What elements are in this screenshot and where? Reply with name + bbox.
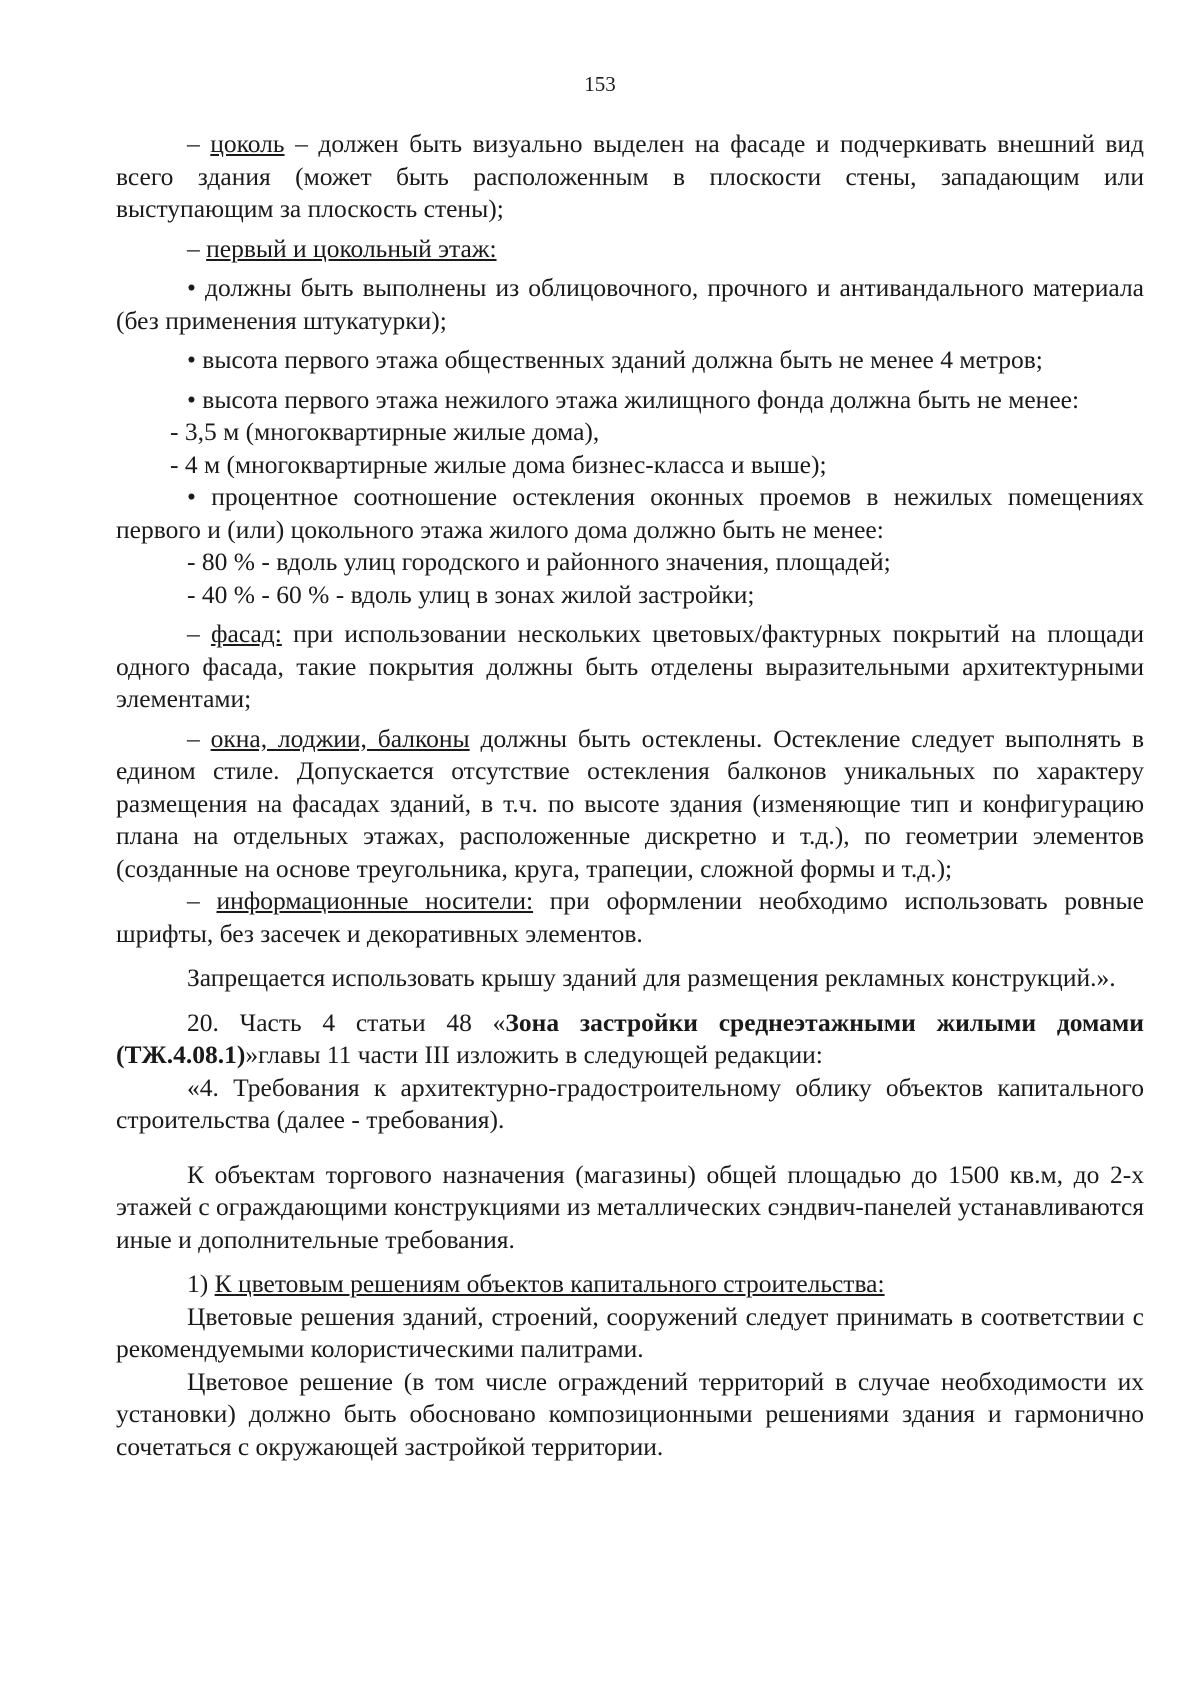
dash: – xyxy=(187,129,211,158)
paragraph-text: должны быть остеклены. Остекление следует выполнять в едином стиле. Допускается отсутствие остекления балконов уникальных по характеру размещения на фасадах зданий, в т.ч. по высоте здания (изменяющие тип и конфигурацию плана на отдельных этажах, расположенные дискретно и т.д.), по геометрии элементов (созданные на основе треугольника, круга, трапеции, сложной формы и т.д.); xyxy=(116,723,1144,883)
paragraph-prefix: 20. Часть 4 статьи 48 « xyxy=(187,1007,506,1037)
list-item xyxy=(116,579,1144,612)
underlined-term: информационные носители: xyxy=(216,886,534,915)
paragraph-text: • высота первого этажа общественных зданий должна быть не менее 4 метров; xyxy=(187,345,1043,374)
underlined-term: К цветовым решениям объектов капитального строительства: xyxy=(214,1269,885,1298)
paragraph-text: • должны быть выполнены из облицовочного, прочного и антивандального материала (без применения штукатурки); xyxy=(116,273,1144,335)
dash: – xyxy=(187,233,207,263)
bullet-item xyxy=(116,481,1144,546)
paragraph-text: - 4 м (многоквартирные жилые дома бизнес-класса и выше); xyxy=(170,449,827,479)
paragraph-facade xyxy=(116,618,1144,716)
paragraph-windows xyxy=(116,723,1144,886)
paragraph-color-justification xyxy=(116,1366,1144,1464)
paragraph-text: Цветовые решения зданий, строений, сооружений следует принимать в соответствии с рекомендуемыми колористическими палитрами. xyxy=(116,1301,1144,1363)
underlined-term: первый и цокольный этаж: xyxy=(206,233,497,263)
paragraph-color-heading xyxy=(116,1268,1144,1301)
bullet-item xyxy=(116,272,1144,337)
dash: – xyxy=(187,619,211,648)
paragraph-section-20 xyxy=(116,1007,1144,1072)
paragraph-roof-ban xyxy=(116,962,1144,995)
paragraph-requirements xyxy=(116,1072,1144,1137)
paragraph-text: Запрещается использовать крышу зданий для размещения рекламных конструкций.». xyxy=(187,963,1116,992)
bold-zone-title: Зона застройки среднеэтажными жилыми домами (ТЖ.4.08.1) xyxy=(116,1007,1144,1069)
paragraph-text: К объектам торгового назначения (магазины) общей площадью до 1500 кв.м, до 2-х этажей с ограждающими конструкциями из металлических сэндвич-панелей устанавливаются иные и дополнительные требования. xyxy=(116,1159,1144,1254)
page-number: 153 xyxy=(584,72,616,96)
paragraph-first-floor xyxy=(116,233,1144,266)
dash: – xyxy=(187,723,211,753)
dash: – xyxy=(187,886,217,915)
paragraph-info-carriers xyxy=(116,885,1144,950)
list-item xyxy=(116,449,1144,482)
paragraph-text: - 40 % - 60 % - вдоль улиц в зонах жилой застройки; xyxy=(187,579,755,609)
paragraph-text: - 3,5 м (многоквартирные жилые дома), xyxy=(170,417,600,446)
list-item xyxy=(116,546,1144,579)
paragraph-text: Цветовое решение (в том числе ограждений территорий в случае необходимости их установки) должно быть обосновано композиционными решениями здания и гармонично сочетаться с окружающей застройкой территории. xyxy=(116,1366,1144,1461)
underlined-term: цоколь xyxy=(210,129,285,158)
paragraph-text: • процентное соотношение остекления оконных проемов в нежилых помещениях первого и (или) цокольного этажа жилого дома должно быть не менее: xyxy=(116,482,1144,544)
paragraph-text: »главы 11 части III изложить в следующей редакции: xyxy=(245,1040,823,1069)
paragraph-trade-objects xyxy=(116,1159,1144,1257)
paragraph-text: - 80 % - вдоль улиц городского и районного значения, площадей; xyxy=(187,547,891,576)
paragraph-text: • высота первого этажа нежилого этажа жилищного фонда должна быть не менее: xyxy=(187,384,1080,414)
paragraph-text: «4. Требования к архитектурно-градостроительному облику объектов капитального строительства (далее - требования). xyxy=(116,1072,1144,1134)
list-item xyxy=(116,416,1144,449)
underlined-term: фасад: xyxy=(210,619,282,648)
paragraph-color-palettes xyxy=(116,1301,1144,1366)
bullet-item xyxy=(116,384,1144,417)
paragraph-text: при использовании нескольких цветовых/фактурных покрытий на площади одного фасада, такие покрытия должны быть отделены выразительными архитектурными элементами; xyxy=(116,619,1144,713)
paragraph-plinth xyxy=(116,128,1144,226)
paragraph-text: – должен быть визуально выделен на фасаде и подчеркивать внешний вид всего здания (может быть расположенным в плоскости стены, западающим или выступающим за плоскость стены); xyxy=(116,129,1144,223)
paragraph-prefix: 1) xyxy=(187,1269,215,1298)
document-body xyxy=(116,128,1144,1463)
bullet-item xyxy=(116,344,1144,377)
underlined-term: окна, лоджии, балконы xyxy=(210,723,470,753)
paragraph-text: при оформлении необходимо использовать ровные шрифты, без засечек и декоративных элементов. xyxy=(116,886,1144,948)
